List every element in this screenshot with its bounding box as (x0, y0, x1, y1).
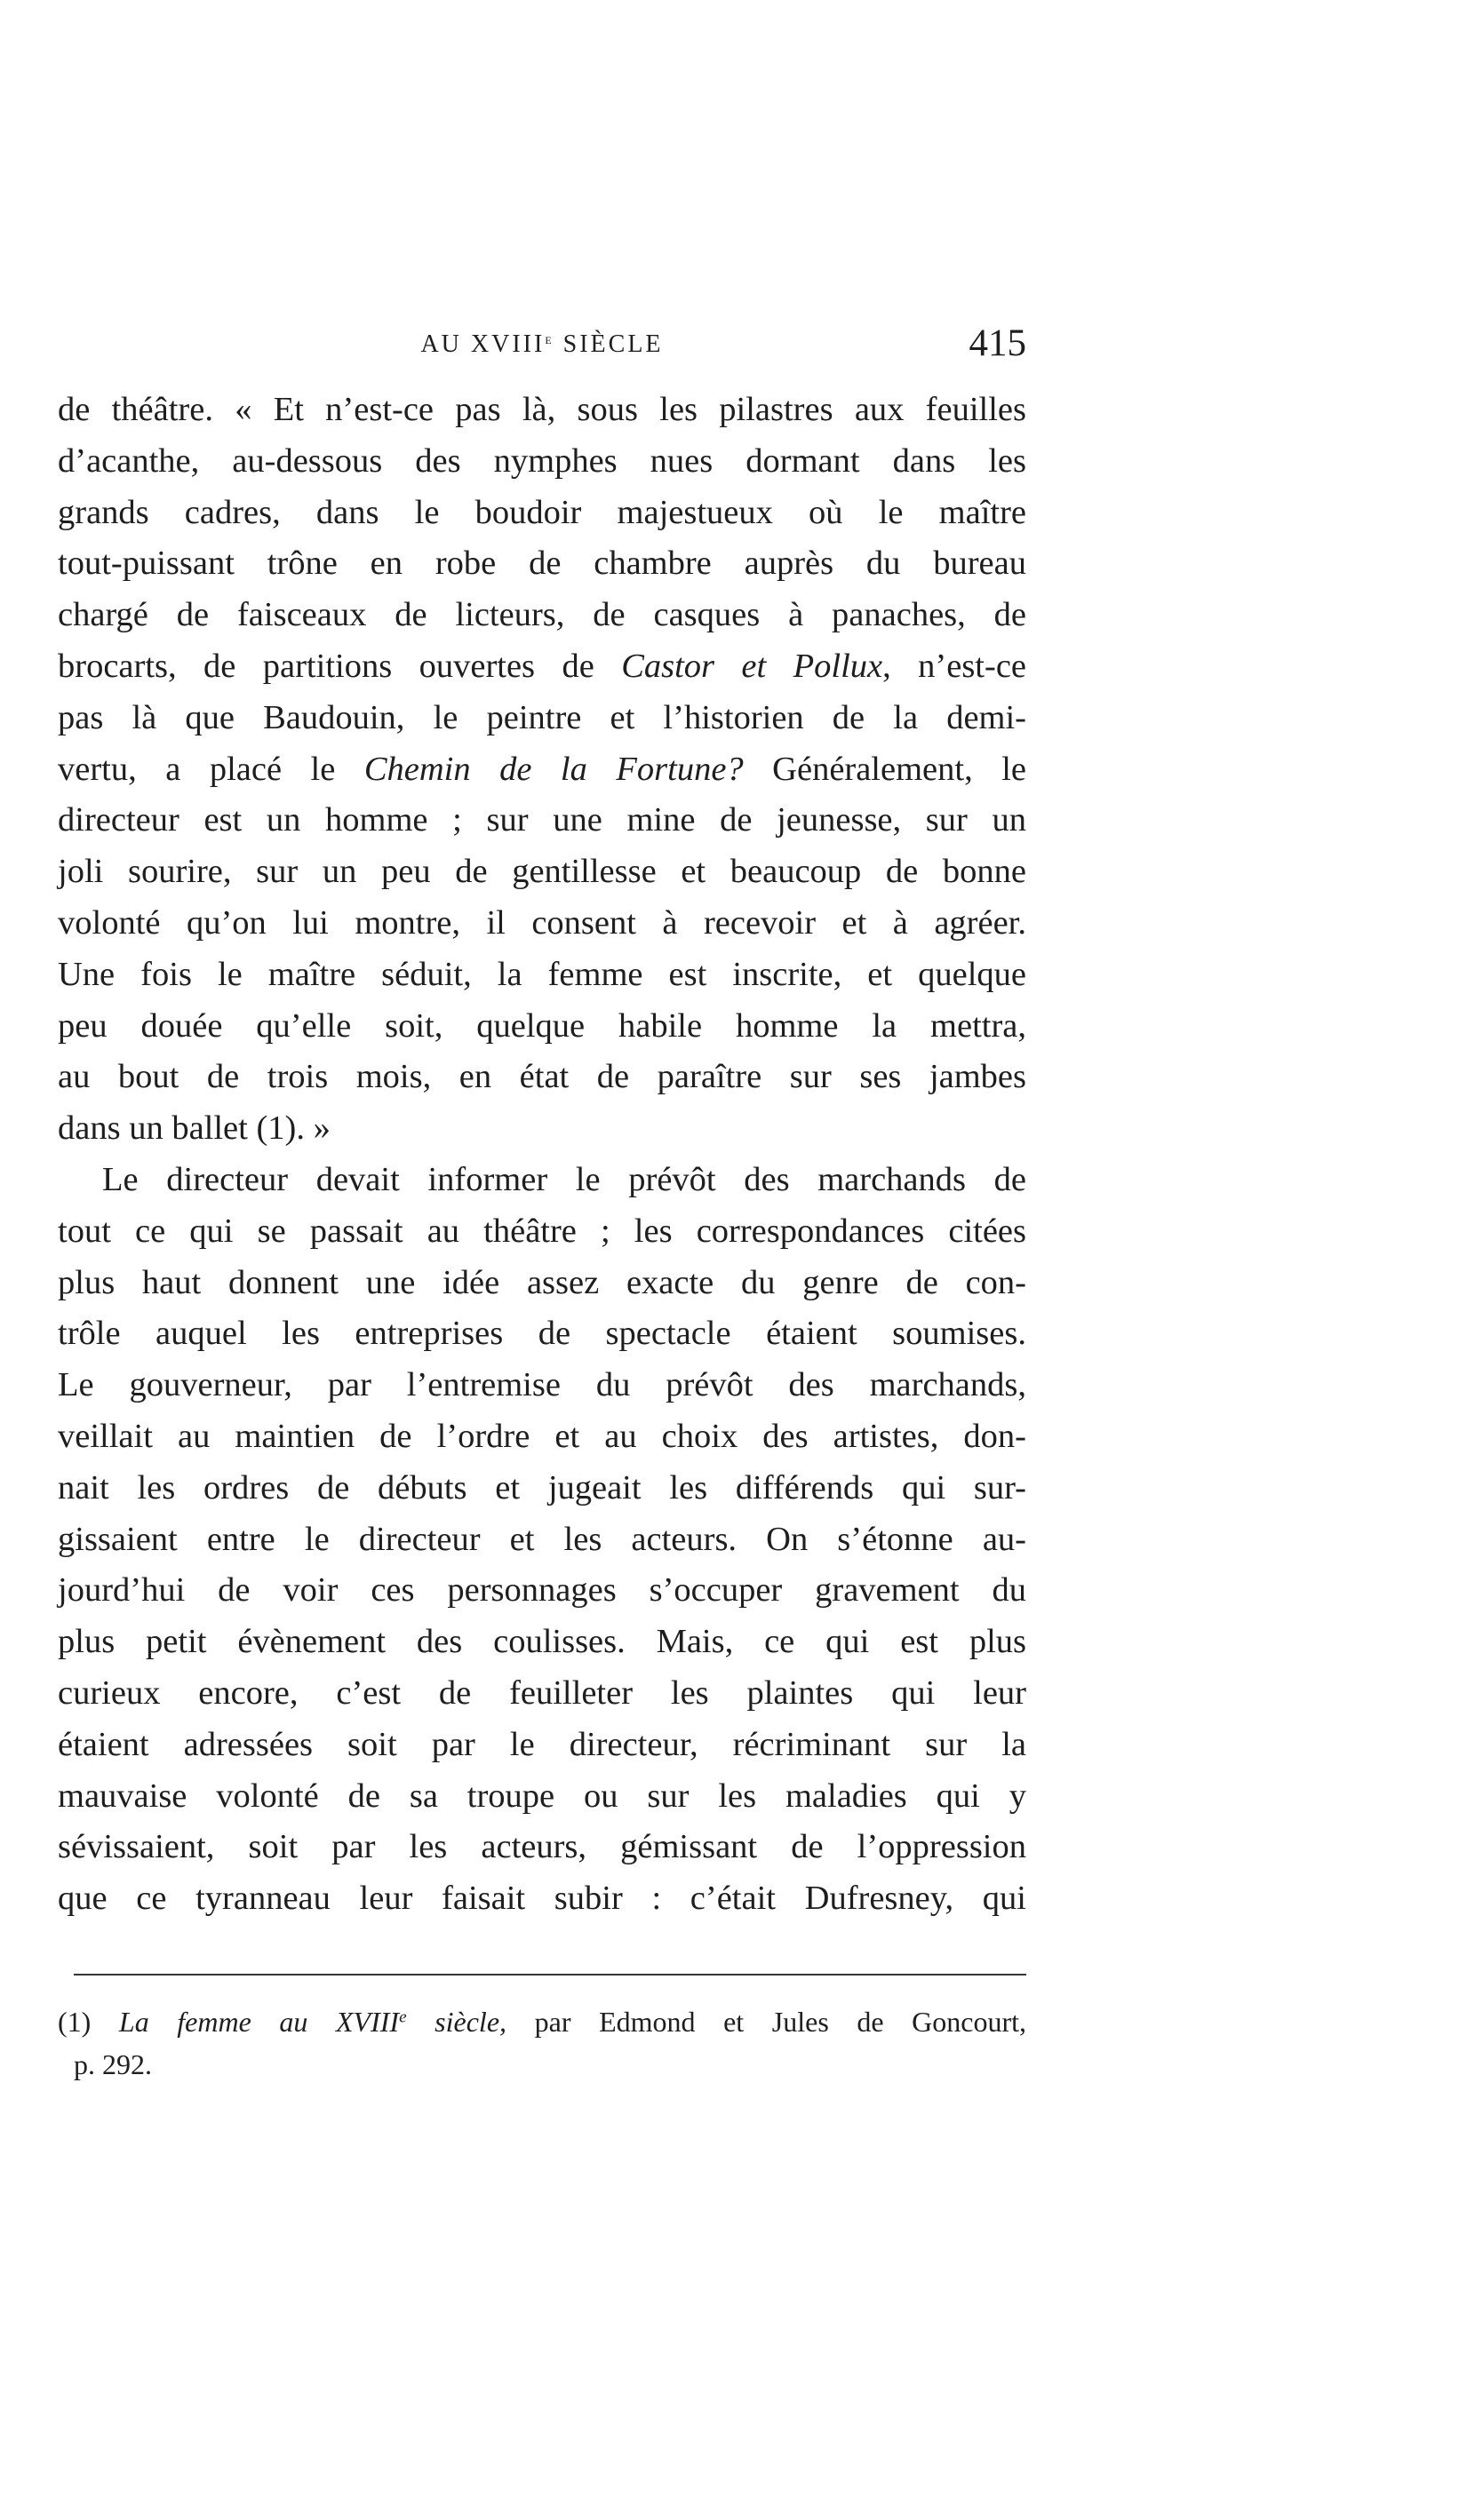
text-line: pas là que Baudouin, le peintre et l’historien de la demi- (58, 698, 1026, 736)
footnote-line: p. 292. (74, 2048, 152, 2080)
body-text (58, 385, 1026, 1925)
text-line: tout ce qui se passait au théâtre ; les correspondances citées (58, 1212, 1026, 1250)
running-head: AU XVIIIe SIÈCLE (420, 330, 664, 358)
text-line: mauvaise volonté de sa troupe ou sur les maladies qui y (58, 1777, 1026, 1815)
text-line: tout-puissant trône en robe de chambre auprès du bureau (58, 545, 1026, 583)
text-line: étaient adressées soit par le directeur, récriminant sur la (58, 1725, 1026, 1763)
text-line: veillait au maintien de l’ordre et au choix des artistes, don- (58, 1417, 1026, 1455)
text-line: vertu, a placé le Chemin de la Fortune? Généralement, le (58, 750, 1026, 788)
text-line: jourd’hui de voir ces personnages s’occuper gravement du (58, 1571, 1026, 1610)
text-line: Une fois le maître séduit, la femme est inscrite, et quelque (58, 955, 1026, 993)
text-line: curieux encore, c’est de feuilleter les plaintes qui leur (58, 1673, 1026, 1712)
text-line: sévissaient, soit par les acteurs, gémissant de l’oppression (58, 1828, 1026, 1866)
work-title-castor-et-pollux: Castor et Pollux (621, 647, 883, 685)
page-header (58, 322, 1026, 384)
page-number: 415 (969, 322, 1026, 364)
footnote-divider (74, 1974, 1026, 1975)
text-line: que ce tyranneau leur faisait subir : c’était Dufresney, qui (58, 1880, 1026, 1918)
text-line: Le gouverneur, par l’entremise du prévôt des marchands, (58, 1366, 1026, 1404)
footnote (58, 2000, 1026, 2086)
text-line: volonté qu’on lui montre, il consent à recevoir et à agréer. (58, 903, 1026, 942)
text-line: de théâtre. « Et n’est-ce pas là, sous les pilastres aux feuilles (58, 391, 1026, 428)
text-line: directeur est un homme ; sur une mine de jeunesse, sur un (58, 801, 1026, 839)
text-line: d’acanthe, au-dessous des nymphes nues dormant dans les (58, 441, 1026, 480)
text-line: Le directeur devait informer le prévôt des marchands de (102, 1160, 1026, 1198)
text-line: chargé de faisceaux de licteurs, de casques à panaches, de (58, 596, 1026, 634)
text-line: plus haut donnent une idée assez exacte du genre de con- (58, 1263, 1026, 1301)
text-line: dans un ballet (1). » (58, 1109, 331, 1148)
text-line: plus petit évènement des coulisses. Mais, ce qui est plus (58, 1623, 1026, 1661)
text-line: gissaient entre le directeur et les acteurs. On s’étonne au- (58, 1520, 1026, 1558)
text-line: au bout de trois mois, en état de paraître sur ses jambes (58, 1058, 1026, 1096)
text-line: nait les ordres de débuts et jugeait les différends qui sur- (58, 1468, 1026, 1506)
text-line: grands cadres, dans le boudoir majestueux où le maître (58, 493, 1026, 531)
footnote-line: (1) La femme au XVIIIe siècle, par Edmond et Jules de Goncourt, (58, 2006, 1027, 2038)
text-line: trôle auquel les entreprises de spectacle étaient soumises. (58, 1315, 1026, 1353)
text-line: brocarts, de partitions ouvertes de Castor et Pollux, n’est-ce (58, 647, 1026, 685)
text-line: joli sourire, sur un peu de gentillesse et beaucoup de bonne (58, 853, 1026, 891)
work-title-chemin-de-la-fortune: Chemin de la Fortune? (363, 750, 744, 788)
footnote-cited-title: La femme au XVIIIe siècle, (118, 2006, 507, 2038)
text-line: peu douée qu’elle soit, quelque habile homme la mettra, (58, 1006, 1026, 1045)
